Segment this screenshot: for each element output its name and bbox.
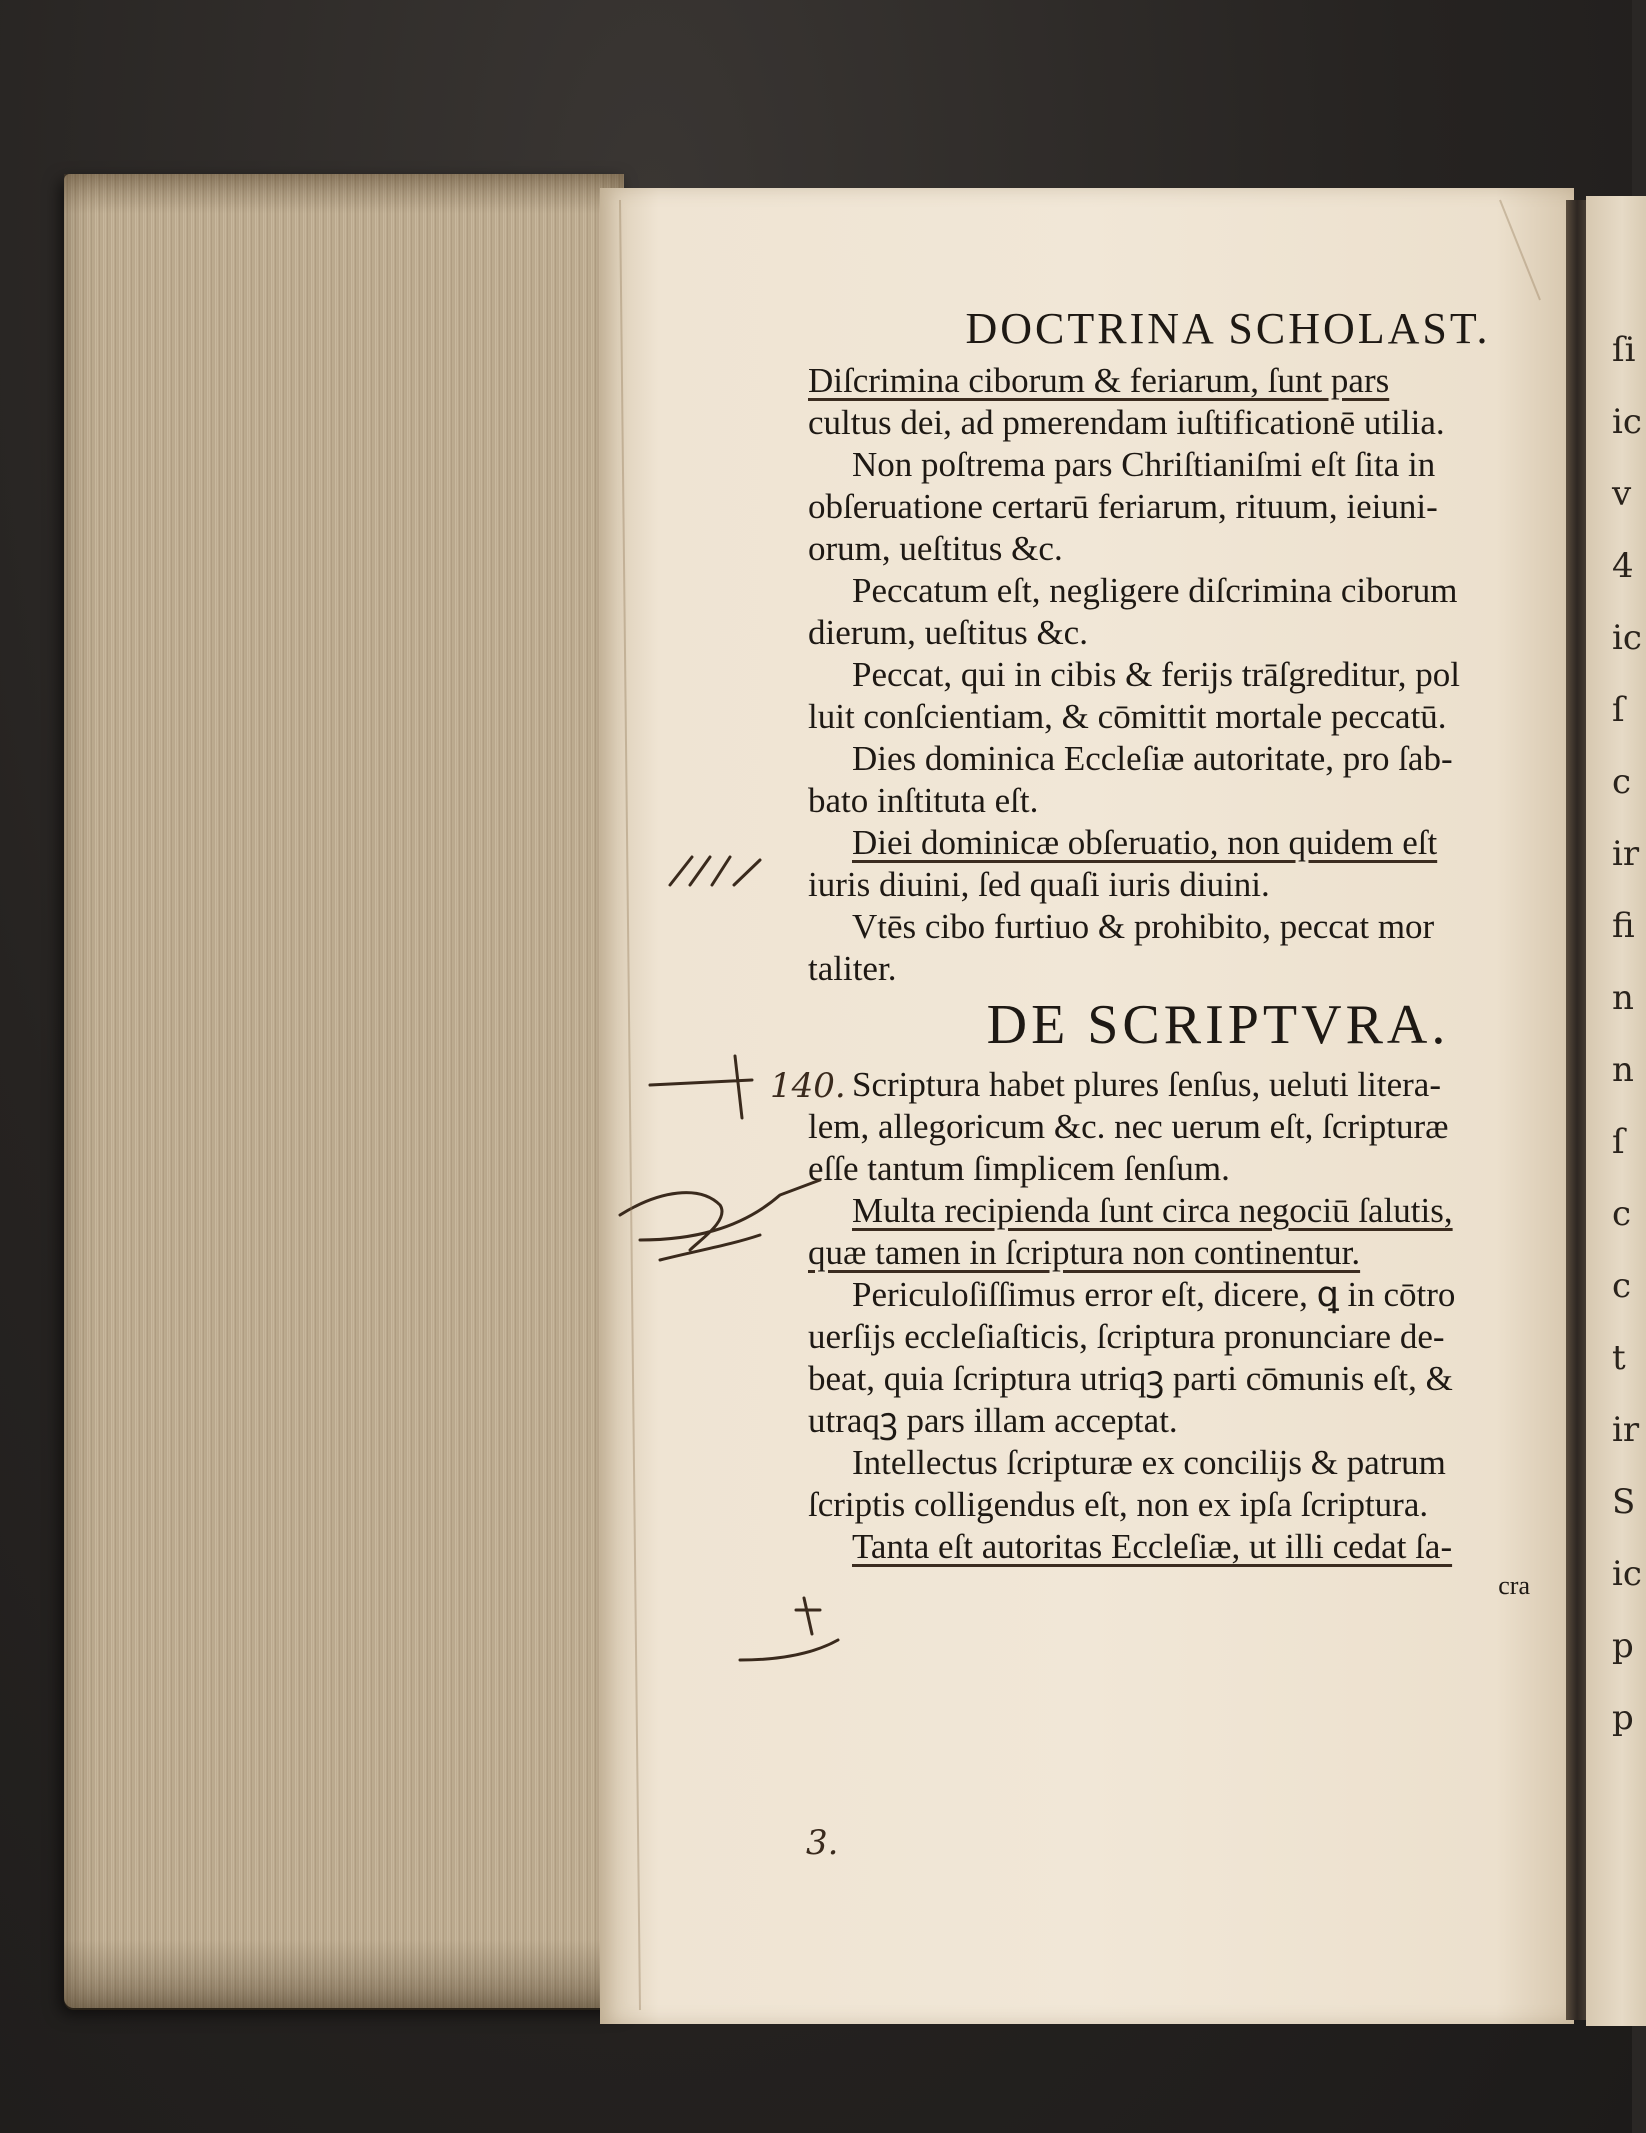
- margin-note: 140.: [770, 1066, 846, 1106]
- opposite-page-letter: t: [1612, 1338, 1626, 1378]
- opposite-page-letter: S: [1612, 1482, 1636, 1522]
- opposite-page-letter: n: [1612, 1050, 1634, 1090]
- text-line-content: obſeruatione certarū feriarum, rituum, ieiuni-: [808, 487, 1438, 526]
- text-line-content: Multa recipienda ſunt circa negociū ſalutis,: [852, 1191, 1453, 1230]
- opposite-page-letter: c: [1612, 1266, 1632, 1306]
- text-line-content: Diei dominicæ obſeruatio, non quidem eſt: [852, 823, 1438, 862]
- margin-arrow: [650, 1056, 752, 1118]
- opposite-page-letter: ic: [1612, 1554, 1642, 1594]
- text-line-content: Non poſtrema pars Chriſtianiſmi eſt ſita in: [852, 445, 1436, 484]
- manicule-mark: [620, 1180, 820, 1250]
- opposite-page-letter: p: [1612, 1698, 1634, 1738]
- section-heading: DE SCRIPTVRA.: [986, 994, 1450, 1056]
- text-line-content: Intellectus ſcripturæ ex concilijs & patrum: [852, 1443, 1446, 1482]
- margin-numeral: 3.: [806, 1823, 839, 1863]
- catchword: cra: [1498, 1571, 1530, 1600]
- text-line-content: Diſcrimina ciborum & feriarum, ſunt pars: [808, 361, 1390, 400]
- opposite-page-letter: n: [1612, 978, 1634, 1018]
- opposite-page-letter: ic: [1612, 618, 1642, 658]
- opposite-page-letter: ſ: [1612, 690, 1625, 730]
- margin-strokes: [670, 857, 760, 885]
- text-line-content: utraqꝫ pars illam acceptat.: [808, 1401, 1178, 1440]
- opposite-page-letter: c: [1612, 762, 1632, 802]
- text-line-content: Scriptura habet plures ſenſus, ueluti litera-: [852, 1065, 1441, 1104]
- text-line-content: Dies dominica Eccleſiæ autoritate, pro ſab-: [852, 739, 1453, 778]
- margin-flourish: [740, 1640, 838, 1660]
- opposite-page-letter: fi: [1612, 906, 1635, 946]
- text-line-content: lem, allegoricum &c. nec uerum eſt, ſcripturæ: [808, 1107, 1449, 1146]
- text-line-content: Peccat, qui in cibis & ferijs trāſgreditur, pol: [852, 655, 1461, 694]
- text-line-content: quæ tamen in ſcriptura non continentur.: [808, 1233, 1361, 1272]
- text-line-content: bato inſtituta eſt.: [808, 781, 1039, 820]
- text-line-content: dierum, ueſtitus &c.: [808, 613, 1088, 652]
- text-line-content: Peccatum eſt, negligere diſcrimina ciborum: [852, 571, 1458, 610]
- text-line-content: uerſijs eccleſiaſticis, ſcriptura pronunciare de-: [808, 1317, 1445, 1356]
- text-line-content: Vtēs cibo furtiuo & prohibito, peccat mor: [852, 907, 1435, 946]
- opposite-page-letter: p: [1612, 1626, 1634, 1666]
- margin-cross: [796, 1598, 820, 1634]
- opposite-page-letter: ſ: [1612, 1122, 1625, 1162]
- opposite-page-letter: ſi: [1612, 330, 1636, 370]
- text-line-content: cultus dei, ad pmerendam iuſtificationē utilia.: [808, 403, 1445, 442]
- opposite-page-letter: ir: [1612, 834, 1640, 874]
- opposite-page-letter: ir: [1612, 1410, 1640, 1450]
- text-line-content: orum, ueſtitus &c.: [808, 529, 1063, 568]
- text-line-content: eſſe tantum ſimplicem ſenſum.: [808, 1149, 1230, 1188]
- text-line-content: ſcriptis colligendus eſt, non ex ipſa ſcriptura.: [808, 1485, 1429, 1524]
- text-line-content: luit conſcientiam, & cōmittit mortale peccatū.: [808, 697, 1447, 736]
- text-line-content: taliter.: [808, 949, 897, 988]
- text-line-content: Tanta eſt autoritas Eccleſiæ, ut illi cedat ſa-: [852, 1527, 1453, 1566]
- text-line-content: Periculoſiſſimus error eſt, dicere, ꝗ in cōtro: [852, 1275, 1456, 1314]
- opposite-page-letter: c: [1612, 1194, 1632, 1234]
- opposite-page-letter: 4: [1612, 546, 1634, 586]
- text-line-content: beat, quia ſcriptura utriqꝫ parti cōmunis eſt, &: [808, 1359, 1453, 1398]
- opposite-page-letter: ic: [1612, 402, 1642, 442]
- running-head: DOCTRINA SCHOLAST.: [965, 304, 1491, 353]
- opposite-page-letter: v: [1612, 474, 1632, 514]
- text-line-content: iuris diuini, ſed quaſi iuris diuini.: [808, 865, 1270, 904]
